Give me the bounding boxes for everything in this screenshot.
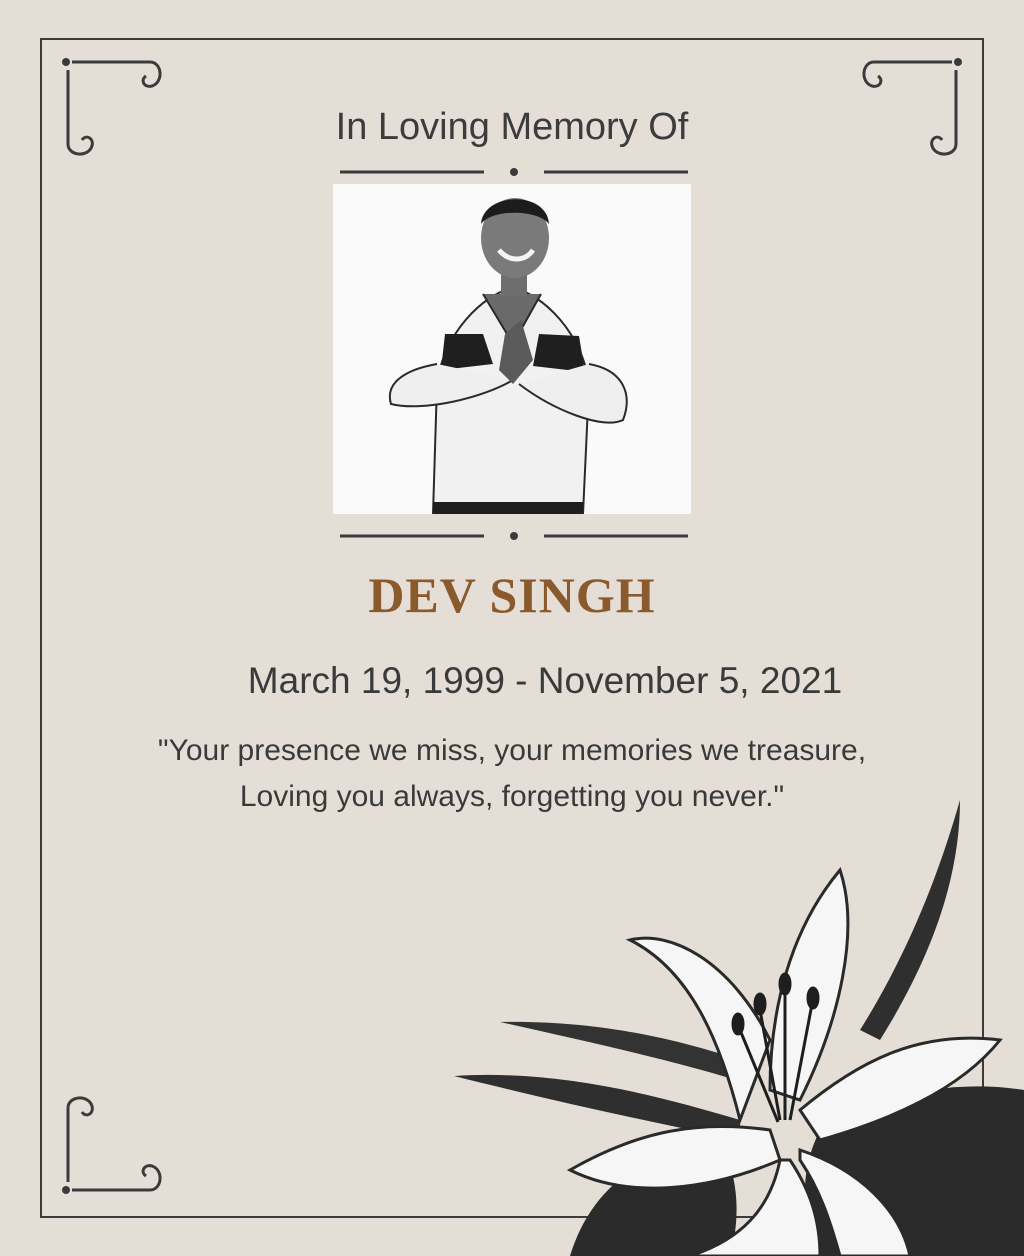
lily-flower-icon bbox=[440, 790, 1024, 1256]
corner-flourish-bottom-left-icon bbox=[58, 1072, 168, 1202]
deceased-name: DEV SINGH bbox=[368, 567, 656, 623]
life-dates: March 19, 1999 - November 5, 2021 bbox=[247, 660, 843, 701]
quote-line-2: Loving you always, forgetting you never." bbox=[239, 780, 785, 813]
quote-line-1: "Your presence we miss, your memories we treasure, bbox=[157, 734, 867, 767]
divider-ornament-icon bbox=[340, 528, 688, 544]
divider-ornament-icon bbox=[340, 164, 688, 180]
portrait-photo bbox=[333, 184, 691, 514]
heading-in-loving-memory: In Loving Memory Of bbox=[335, 106, 689, 148]
